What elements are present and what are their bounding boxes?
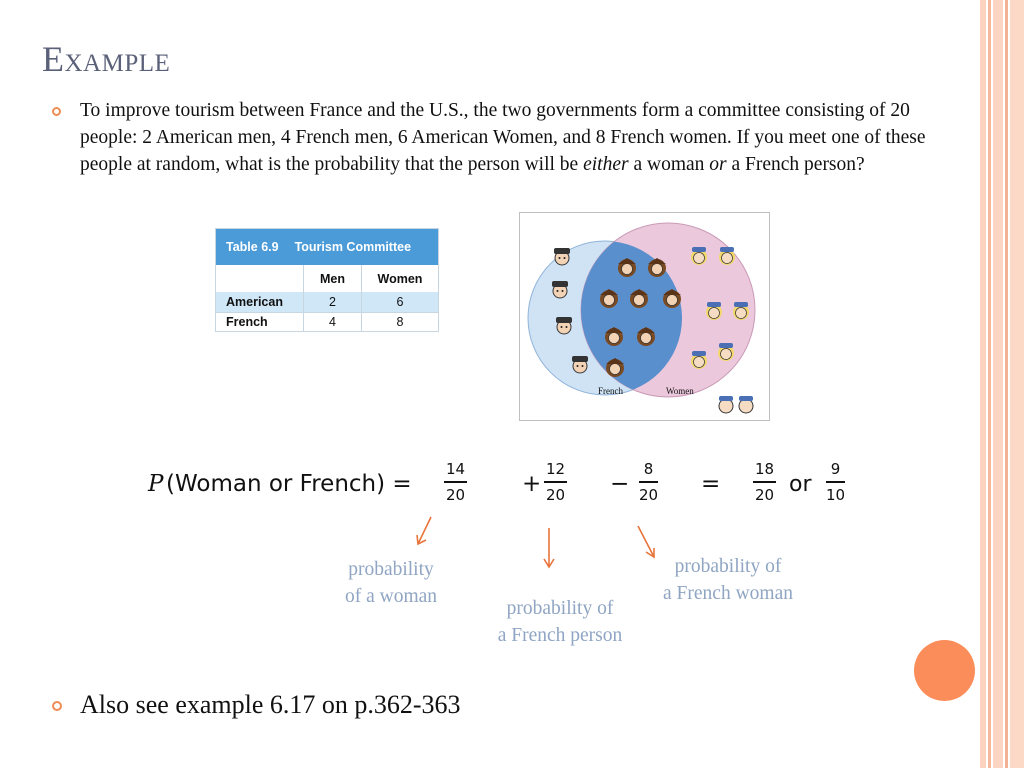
paragraph-text-1: To improve tourism between France and the U.S., the two governments form a committee consisting of 20 people: 2 American men, 4 French men, 6 American Women, and 8 French women. If you meet one of these people at random, what is the probability that the person will be (80, 100, 926, 175)
equation-minus: − (610, 471, 630, 497)
paragraph-emphasis-or: or (709, 154, 727, 175)
annotation-french-woman (644, 553, 812, 607)
fraction-numerator: 18 (755, 460, 775, 478)
equation-p-symbol: P (148, 471, 164, 497)
arrow-to-french-person (544, 528, 554, 567)
annotation-line: a French person (497, 625, 623, 646)
arrow-to-woman (417, 517, 431, 544)
fraction-denominator: 20 (446, 485, 466, 504)
table-cell: 2 (304, 292, 362, 312)
annotation-line: of a woman (344, 586, 438, 607)
table-header-men: Men (304, 265, 362, 292)
table-cell: 4 (304, 312, 362, 331)
venn-french-label: French (598, 386, 623, 396)
fraction-numerator: 14 (446, 460, 466, 478)
annotation-french-person (475, 595, 645, 649)
annotation-line: probability of (506, 598, 614, 619)
equation-lhs: (Woman or French) = (166, 471, 412, 497)
fraction-denominator: 20 (546, 485, 566, 504)
slide-title: Example (42, 39, 171, 79)
fraction-numerator: 9 (830, 460, 841, 478)
fraction-denominator: 20 (755, 485, 775, 504)
annotation-line: probability (348, 559, 434, 580)
table-cell: 8 (396, 314, 404, 329)
table-title: Tourism Committee (294, 240, 412, 254)
paragraph-emphasis-either: either (583, 154, 629, 175)
bullet-icon (52, 701, 62, 711)
venn-women-label: Women (666, 386, 694, 396)
fraction-numerator: 8 (643, 460, 654, 478)
paragraph-text-2: a woman (628, 154, 710, 175)
annotation-woman (326, 556, 456, 610)
paragraph-text-3: a French person? (726, 154, 865, 175)
also-see-bullet: Also see example 6.17 on p.362-363 (80, 690, 461, 719)
annotation-line: probability of (674, 556, 782, 577)
table-row-label: French (216, 312, 304, 331)
equation-or: or (789, 472, 812, 497)
table-cell: 6 (396, 295, 404, 309)
annotation-line: a French woman (663, 583, 793, 604)
equation-equals: = (701, 471, 721, 497)
fraction-denominator: 10 (826, 485, 846, 504)
fraction-denominator: 20 (639, 485, 659, 504)
table-header-women: Women (377, 271, 423, 286)
decor-orange-circle (914, 640, 975, 701)
table-caption: Table 6.9 (226, 240, 279, 254)
equation-plus: + (522, 471, 542, 497)
table-row-label: American (216, 292, 304, 312)
fraction-numerator: 12 (546, 460, 566, 478)
